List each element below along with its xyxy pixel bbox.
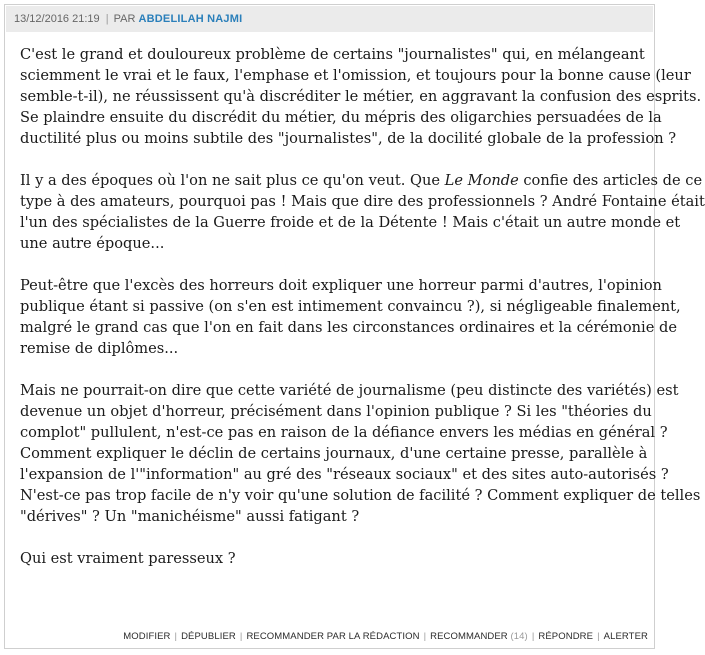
comment-meta-bar: [6, 6, 653, 32]
comment-paragraph-3: [20, 275, 681, 359]
text-line: l'expansion de l'"information" au gré des "réseaux sociaux" et des sites auto-autorisés ?: [20, 466, 669, 483]
recommend-link[interactable]: RECOMMANDER: [430, 631, 508, 642]
meta-separator: |: [105, 13, 109, 25]
text-line: [20, 170, 703, 191]
comment-card: [4, 4, 705, 649]
text-line: remise de diplômes...: [20, 340, 179, 357]
publication-name: Le Monde: [444, 172, 519, 189]
text-fragment: confie des articles de ce: [518, 172, 703, 189]
comment-paragraph-5: [20, 548, 646, 569]
comment-actions: [123, 631, 648, 642]
author-by-label: PAR: [113, 13, 136, 25]
text-line: N'est-ce pas trop facile de n'y voir qu'une solution de facilité ? Comment expliquer de telles: [20, 487, 701, 504]
recommend-editorial-link[interactable]: RECOMMANDER PAR LA RÉDACTION: [246, 631, 420, 642]
text-line: type à des amateurs, pourquoi pas ! Mais que dire des professionnels ? André Fontaine était: [20, 193, 705, 210]
recommend-count: (14): [510, 631, 528, 642]
text-line: malgré le grand cas que l'on en fait dans les circonstances ordinaires et la cérémonie de: [20, 319, 677, 336]
text-line: Qui est vraiment paresseux ?: [20, 550, 236, 567]
comment-body: [20, 44, 705, 590]
text-line: une autre époque...: [20, 235, 165, 252]
text-line: semble-t-il), ne réussissent qu'à discréditer le métier, en aggravant la confusion des esprits.: [20, 88, 702, 105]
text-line: Mais ne pourrait-on dire que cette variété de journalisme (peu distincte des variétés) est: [20, 382, 679, 399]
action-separator: |: [239, 631, 243, 642]
text-line: sciemment le vrai et le faux, l'emphase et l'omission, et toujours pour la bonne cause (leur: [20, 67, 691, 84]
comment-paragraph-4: [20, 380, 701, 527]
comment-paragraph-1: [20, 44, 702, 149]
comment-datetime: 13/12/2016 21:19: [14, 13, 100, 25]
text-line: Se plaindre ensuite du discrédit du métier, du mépris des oligarchies persuadées de la: [20, 109, 662, 126]
text-line: complot" pullulent, n'est-ce pas en raison de la défiance envers les médias en général ?: [20, 424, 668, 441]
text-line: l'un des spécialistes de la Guerre froide et de la Détente ! Mais c'était un autre monde et: [20, 214, 681, 231]
author-link[interactable]: ABDELILAH NAJMI: [138, 13, 243, 25]
text-line: publique étant si passive (on s'en est intimement convaincu ?), si négligeable finalement,: [20, 298, 681, 315]
modify-link[interactable]: MODIFIER: [123, 631, 171, 642]
text-line: devenue un objet d'horreur, précisément dans l'opinion publique ? Si les "théories du: [20, 403, 652, 420]
text-line: Comment expliquer le déclin de certains journaux, d'une certaine presse, parallèle à: [20, 445, 648, 462]
text-line: Peut-être que l'excès des horreurs doit expliquer une horreur parmi d'autres, l'opinion: [20, 277, 662, 294]
text-line: "dérives" ? Un "manichéisme" aussi fatigant ?: [20, 508, 360, 525]
unpublish-link[interactable]: DÉPUBLIER: [181, 631, 236, 642]
reply-link[interactable]: RÉPONDRE: [538, 631, 594, 642]
action-separator: |: [531, 631, 535, 642]
text-fragment: Il y a des époques où l'on ne sait plus ce qu'on veut. Que: [20, 172, 445, 189]
text-line: ductilité plus ou moins subtile des "journalistes", de la docilité globale de la profession ?: [20, 130, 677, 147]
action-separator: |: [423, 631, 427, 642]
action-separator: |: [174, 631, 178, 642]
report-link[interactable]: ALERTER: [603, 631, 648, 642]
action-separator: |: [597, 631, 600, 642]
comment-paragraph-2: [20, 170, 705, 254]
text-line: C'est le grand et douloureux problème de certains "journalistes" qui, en mélangeant: [20, 46, 645, 63]
